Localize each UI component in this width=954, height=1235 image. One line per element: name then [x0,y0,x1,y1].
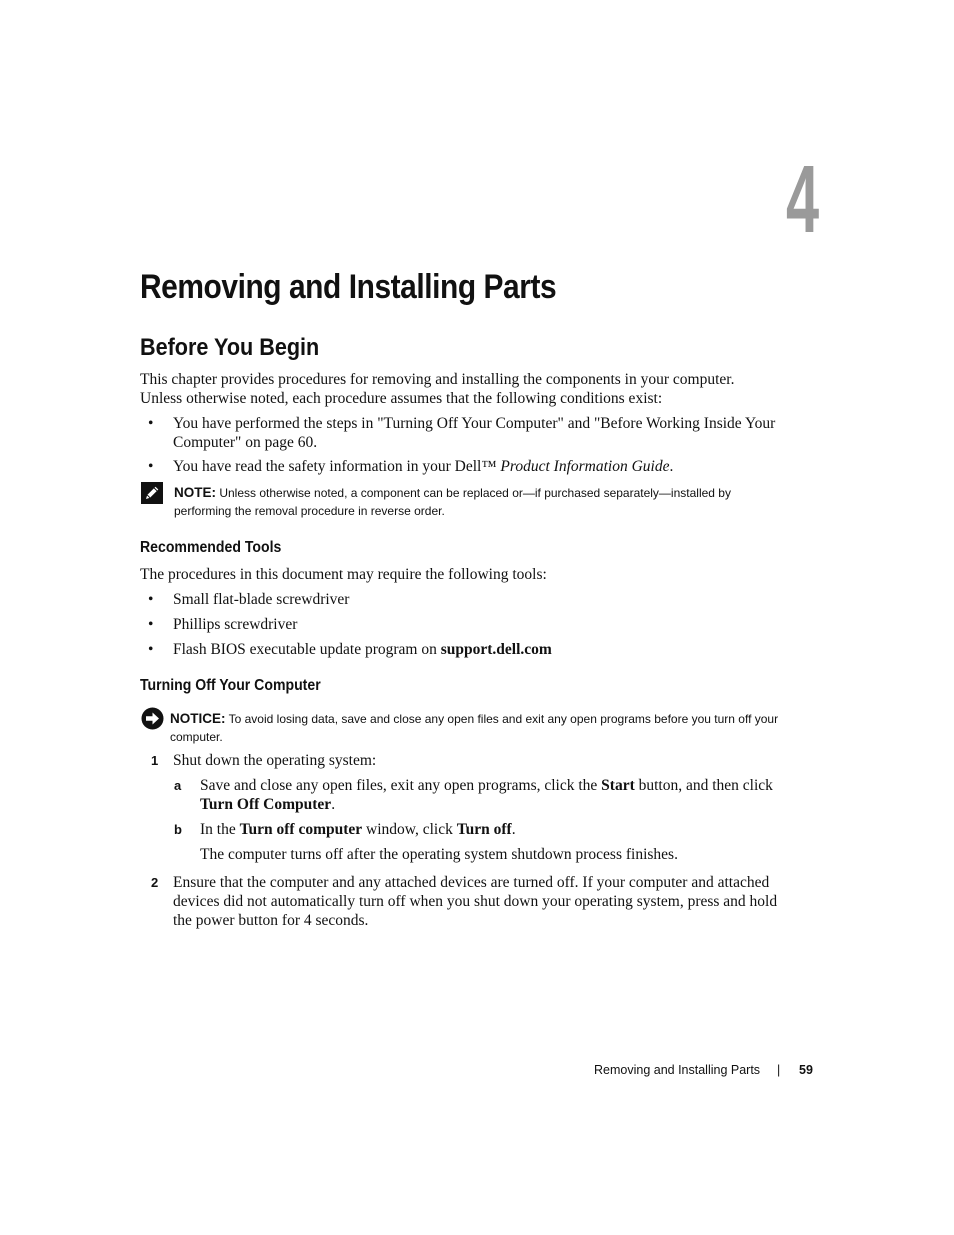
bullet-marker: • [148,458,154,475]
substep-letter: b [174,822,182,837]
condition-text-end: . [669,458,674,475]
intro-paragraph: This chapter provides procedures for removing and installing the components in your computer. Unless otherwise noted, each procedure assumes that the following conditions exist: [140,371,735,407]
substep-part: window, click [362,821,457,838]
arrow-circle-notice-icon [141,707,164,730]
product-guide-title: Product Information Guide [500,458,670,475]
step-number: 1 [151,753,159,768]
notice-block [170,710,782,746]
note-label: NOTE: [174,485,216,500]
notice-label: NOTICE: [170,711,226,726]
substep-part: . [511,821,516,838]
substep-part: In the [200,821,240,838]
footer-title: Removing and Installing Parts [594,1063,761,1077]
substep-letter: a [174,778,182,793]
bullet-marker: • [148,641,154,658]
turn-off-option-label: Turn off [456,821,512,838]
section-title: Before You Begin [140,334,320,361]
tool-item [173,640,785,659]
turning-off-heading: Turning Off Your Computer [140,677,321,694]
footer-separator: | [777,1063,781,1077]
page-number: 59 [799,1063,813,1077]
note-text: Unless otherwise noted, a component can be replaced or—if purchased separately—installed by performing the removal procedure in reverse order. [174,486,731,518]
substep-text [200,776,785,814]
note-block [174,484,789,520]
start-button-label: Start [601,777,635,794]
substep-part: . [331,796,336,813]
step-text: Ensure that the computer and any attached devices are turned off. If your computer and attached devices did not automatically turn off when you shut down your operating system, press and hold the power button for 4 seconds. [173,874,778,929]
bullet-marker: • [148,616,154,633]
recommended-tools-heading: Recommended Tools [140,539,282,556]
step-number: 2 [151,875,159,890]
condition-text: You have read the safety information in your Dell™ [173,458,501,475]
substep-part: Save and close any open files, exit any open programs, click the [200,777,602,794]
bullet-marker: • [148,415,154,432]
substep-text [200,820,785,839]
condition-item: You have performed the steps in "Turning Off Your Computer" and "Before Working Inside Your Computer" on page 60. [173,415,776,451]
substep-result: The computer turns off after the operating system shutdown process finishes. [200,846,678,863]
chapter-number: 4 [786,146,820,253]
tools-intro: The procedures in this document may require the following tools: [140,566,547,583]
tool-item: Small flat-blade screwdriver [173,591,350,608]
turn-off-computer-label: Turn Off Computer [200,796,332,813]
condition-item [173,457,785,476]
notice-text: To avoid losing data, save and close any open files and exit any open programs before you turn off your computer. [170,712,779,744]
tool-text: Flash BIOS executable update program on [173,641,441,658]
bullet-marker: • [148,591,154,608]
chapter-title: Removing and Installing Parts [140,268,557,306]
turn-off-window-label: Turn off computer [239,821,363,838]
support-site-link: support.dell.com [440,641,552,658]
tool-item: Phillips screwdriver [173,616,298,633]
step-text: Shut down the operating system: [173,752,377,769]
substep-part: button, and then click [634,777,773,794]
pencil-note-icon [141,482,163,504]
